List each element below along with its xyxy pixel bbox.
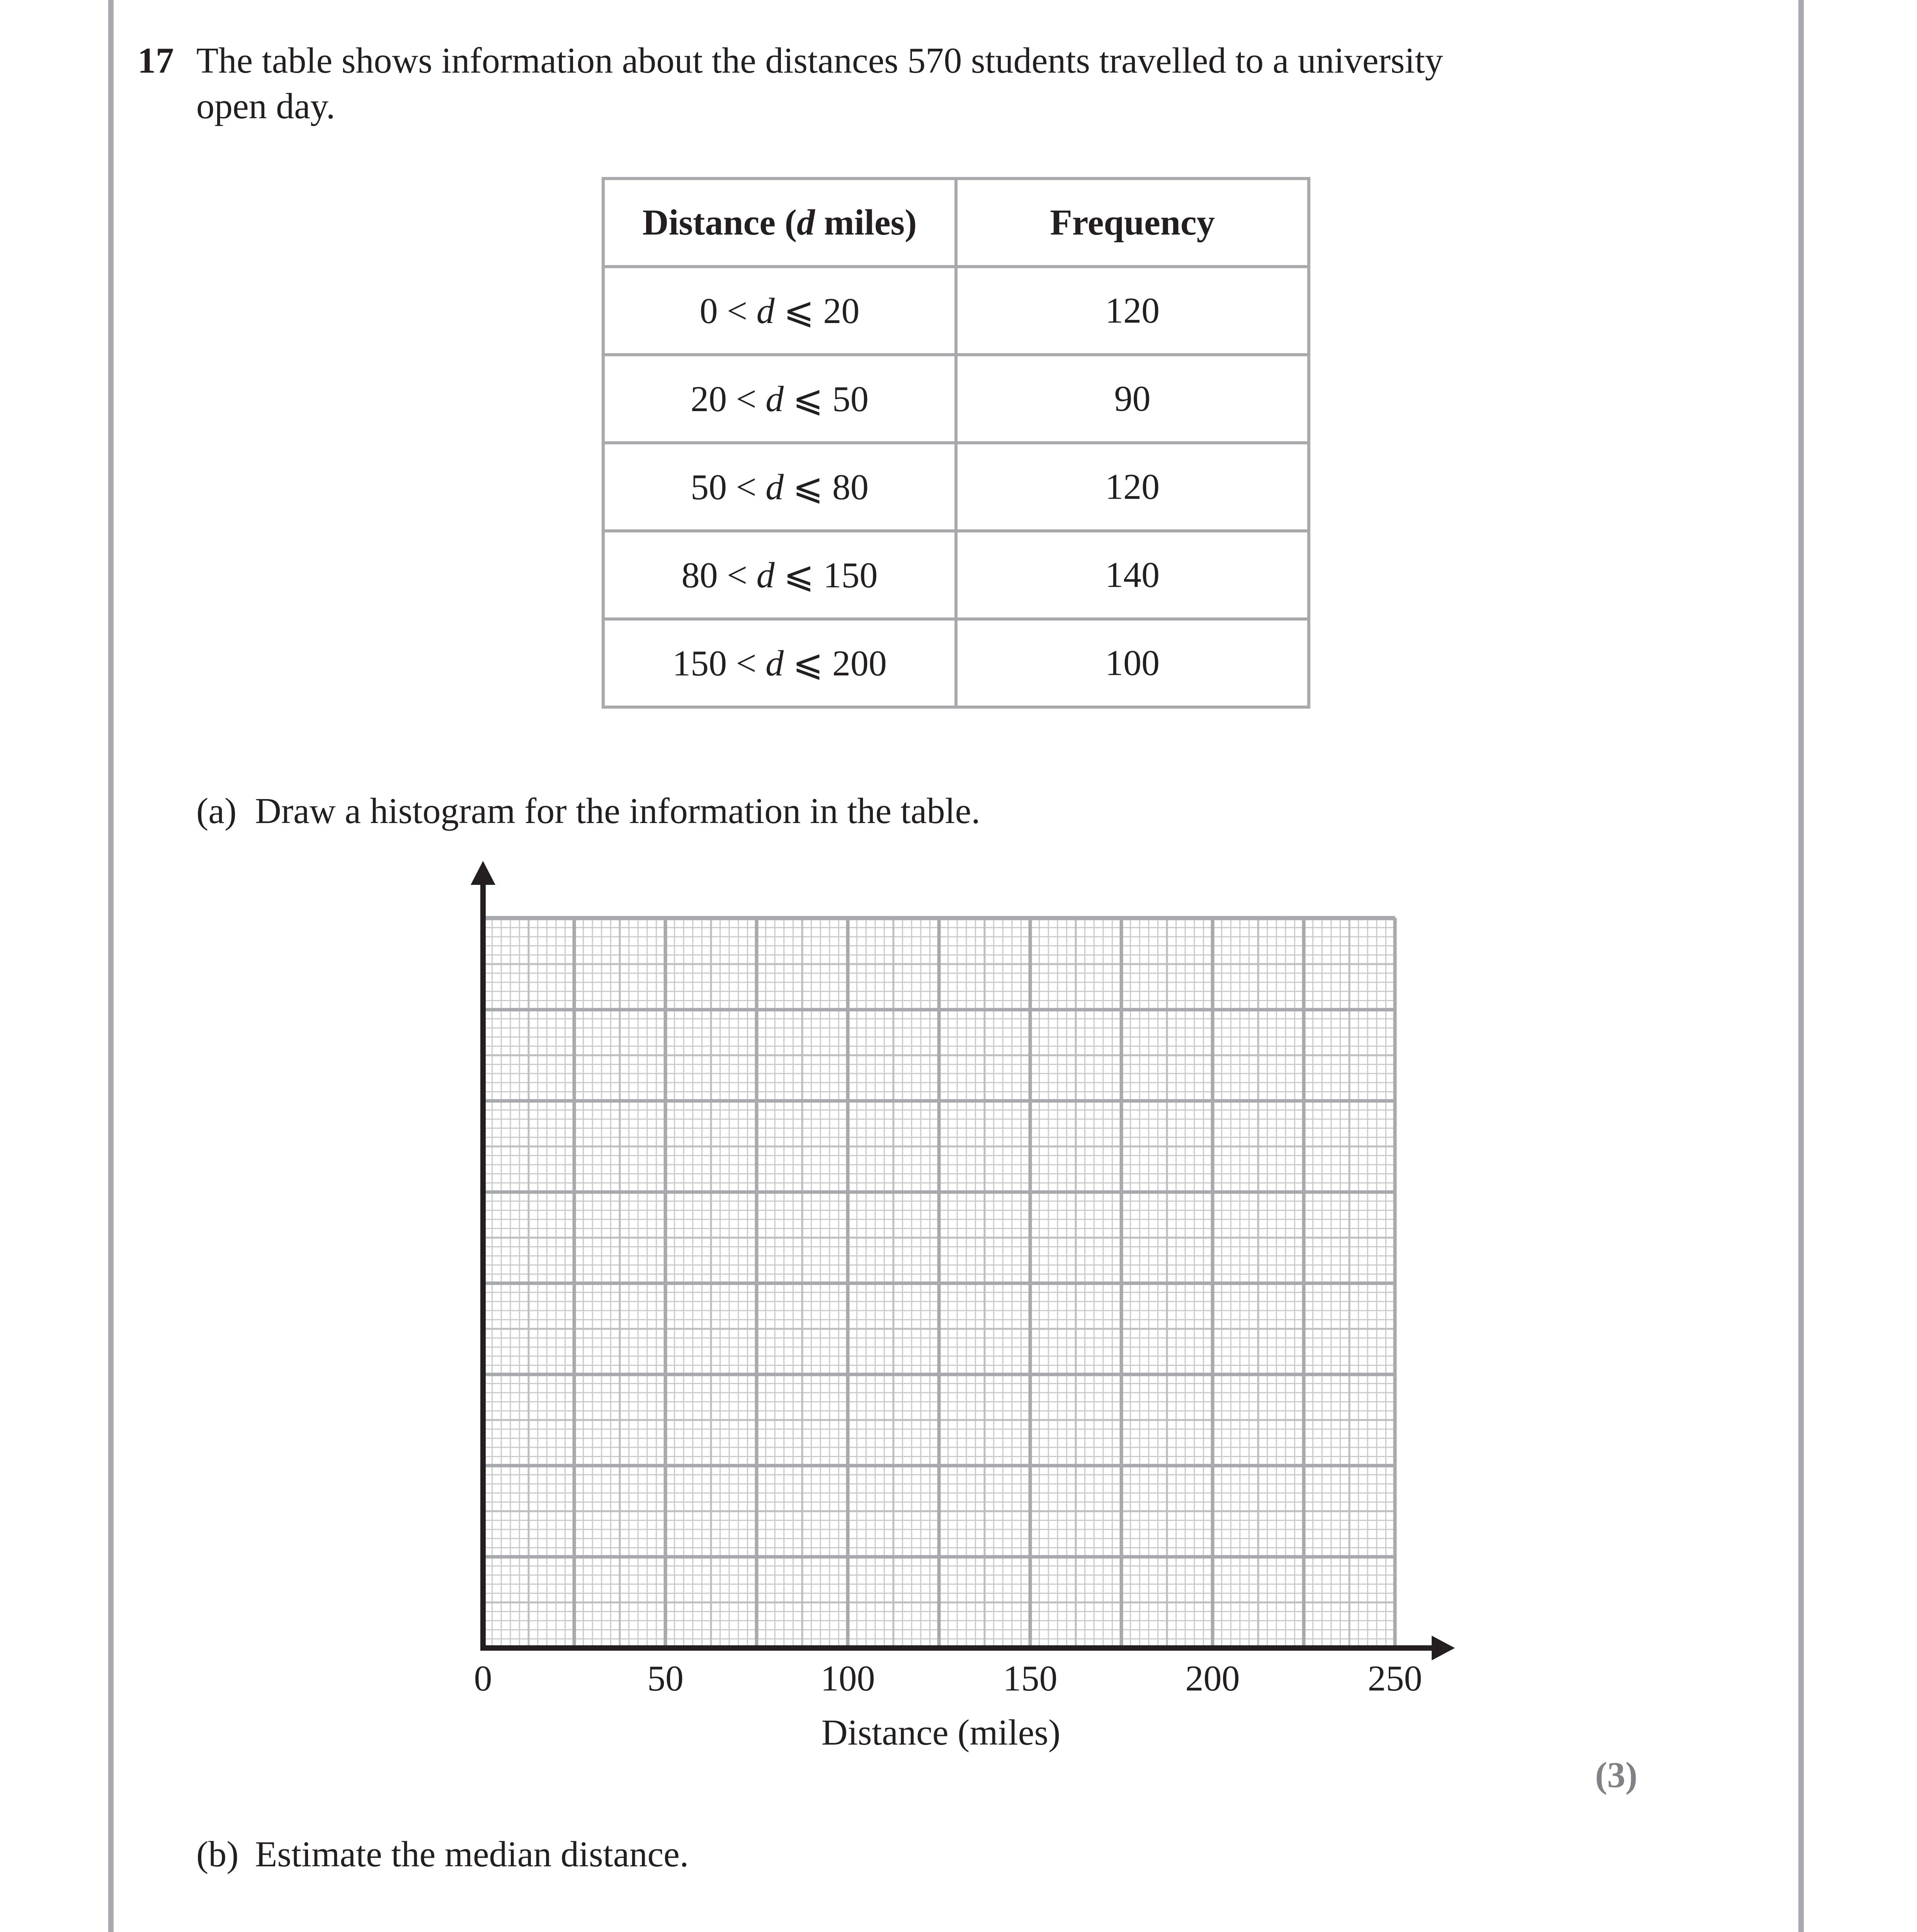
- question-text-line-1: The table shows information about the distances 570 students travelled to a university: [196, 41, 1443, 81]
- y-axis-arrow-icon: [471, 861, 495, 885]
- x-axis-arrow-icon: [1432, 1636, 1455, 1660]
- frequency-cell: 90: [956, 355, 1309, 443]
- question-number: 17: [138, 41, 174, 81]
- x-tick-label: 100: [820, 1658, 875, 1699]
- x-tick-label: 0: [474, 1658, 492, 1699]
- distance-cell: 20 < d ⩽ 50: [603, 355, 956, 443]
- frequency-cell: 120: [956, 267, 1309, 355]
- frequency-cell: 100: [956, 619, 1309, 707]
- frequency-cell: 120: [956, 443, 1309, 531]
- question-text-line-2: open day.: [196, 86, 335, 126]
- part-a-label: (a): [196, 791, 237, 831]
- frequency-cell: 140: [956, 531, 1309, 619]
- distance-cell: 150 < d ⩽ 200: [603, 619, 956, 707]
- part-a-marks: (3): [1595, 1755, 1638, 1795]
- x-axis-label: Distance (miles): [821, 1713, 1061, 1753]
- header-frequency: Frequency: [956, 179, 1309, 267]
- part-b-text: Estimate the median distance.: [255, 1834, 689, 1874]
- distance-cell: 0 < d ⩽ 20: [603, 267, 956, 355]
- x-tick-label: 50: [647, 1658, 684, 1699]
- part-a-text: Draw a histogram for the information in the table.: [255, 791, 980, 831]
- distance-cell: 50 < d ⩽ 80: [603, 443, 956, 531]
- part-b-label: (b): [196, 1834, 239, 1874]
- x-tick-label: 150: [1003, 1658, 1058, 1699]
- x-tick-label: 200: [1185, 1658, 1240, 1699]
- x-tick-label: 250: [1368, 1658, 1422, 1699]
- distance-cell: 80 < d ⩽ 150: [603, 531, 956, 619]
- header-distance: Distance (d miles): [603, 179, 956, 267]
